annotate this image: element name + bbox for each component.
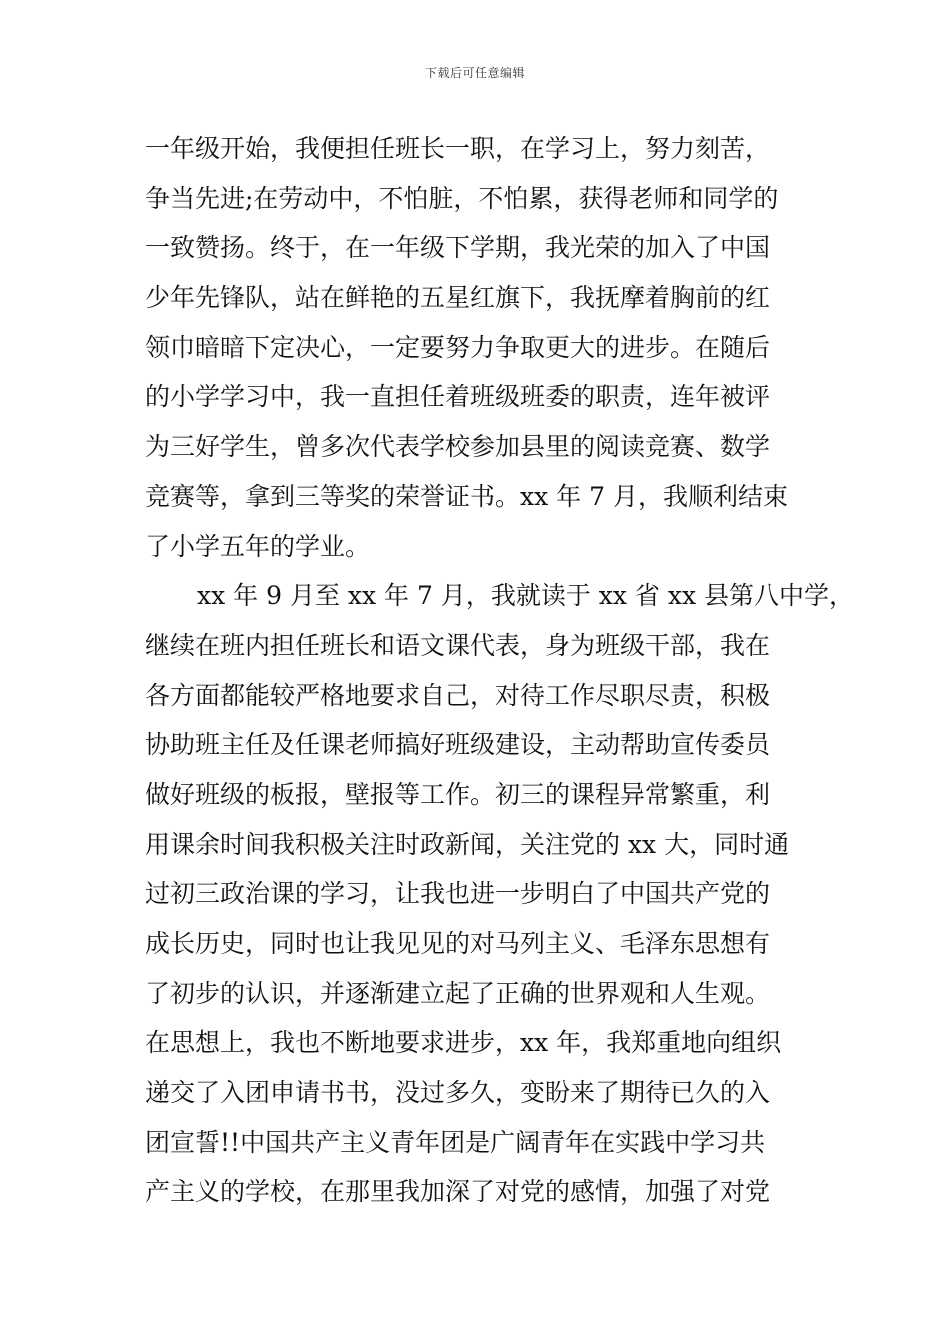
page-header: 下载后可任意编辑 — [424, 66, 525, 80]
paragraph-2 — [145, 571, 855, 1217]
text-line: 做好班级的板报，壁报等工作。初三的课程异常繁重，利 — [145, 779, 771, 809]
document-body — [145, 124, 855, 1217]
text-line: 递交了入团申请书书，没过多久，变盼来了期待已久的入 — [145, 1078, 771, 1108]
paragraph-1 — [145, 124, 810, 571]
text-line: 少年先锋队，站在鲜艳的五星红旗下，我抚摩着胸前的红 — [145, 283, 771, 313]
text-line: 成长历史，同时也让我见见的对马列主义、毛泽东思想有 — [145, 929, 771, 958]
text-line: 的小学学习中，我一直担任着班级班委的职责，连年被评 — [145, 382, 771, 412]
text-line: 争当先进;在劳动中，不怕脏，不怕累，获得老师和同学的 — [145, 183, 779, 213]
text-line: 用课余时间我积极关注时政新闻，关注党的 xx 大，同时通 — [145, 829, 790, 859]
text-line-indented: xx 年 9 月至 xx 年 7 月，我就读于 xx 省 xx 县第八中学， — [197, 581, 855, 611]
text-line: 各方面都能较严格地要求自己，对待工作尽职尽责，积极 — [145, 680, 771, 710]
text-line: 一致赞扬。终于，在一年级下学期，我光荣的加入了中国 — [145, 233, 771, 263]
text-line: 在思想上，我也不断地要求进步，xx 年，我郑重地向组织 — [145, 1028, 782, 1058]
text-line: 竞赛等，拿到三等奖的荣誉证书。xx 年 7 月，我顺利结束 — [145, 481, 788, 511]
text-line: 产主义的学校，在那里我加深了对党的感情，加强了对党 — [145, 1177, 771, 1207]
text-line: 为三好学生，曾多次代表学校参加县里的阅读竞赛、数学 — [145, 432, 771, 462]
text-line: 继续在班内担任班长和语文课代表，身为班级干部，我在 — [145, 630, 771, 660]
text-line: 团宣誓!!中国共产主义青年团是广阔青年在实践中学习共 — [145, 1127, 766, 1157]
text-line: 领巾暗暗下定决心，一定要努力争取更大的进步。在随后 — [145, 332, 771, 362]
text-line: 一年级开始，我便担任班长一职，在学习上，努力刻苦， — [145, 134, 771, 163]
text-line: 过初三政治课的学习，让我也进一步明白了中国共产党的 — [145, 879, 771, 909]
text-line: 协助班主任及任课老师搞好班级建设，主动帮助宣传委员 — [145, 730, 771, 760]
text-line: 了初步的认识，并逐渐建立起了正确的世界观和人生观。 — [145, 978, 771, 1008]
text-line: 了小学五年的学业。 — [145, 531, 371, 561]
